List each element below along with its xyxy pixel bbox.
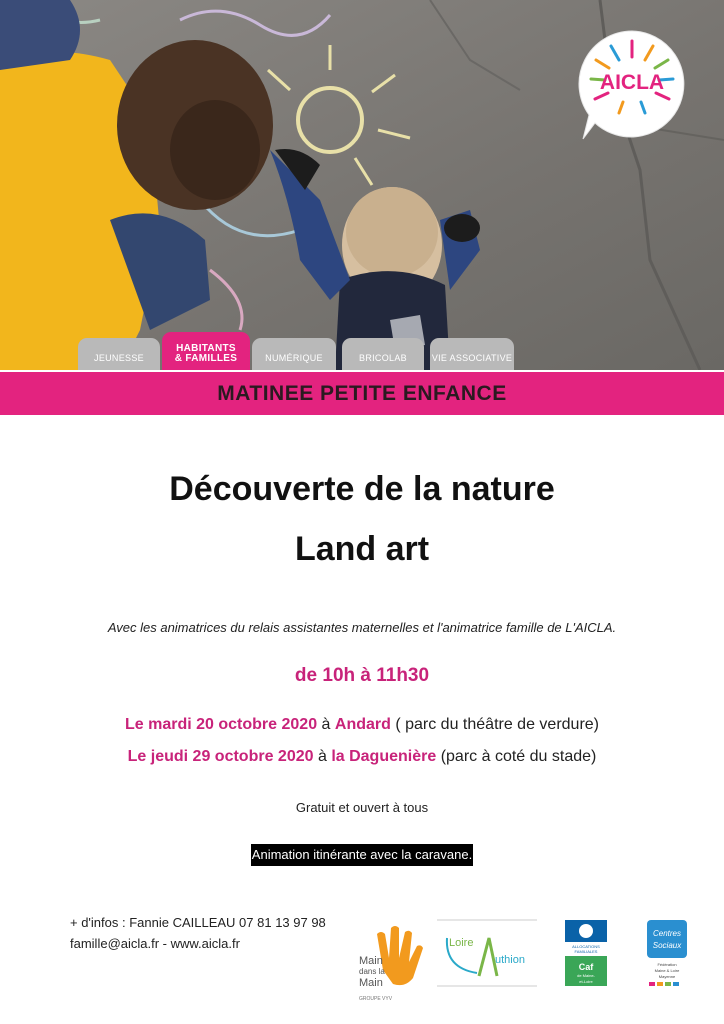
svg-text:uthion: uthion <box>495 954 525 966</box>
headline-line2: Land art <box>294 530 430 568</box>
aicla-logo <box>575 27 689 141</box>
event-2-date: Le jeudi 29 octobre 2020 <box>127 748 314 765</box>
centres-sociaux-logo <box>645 920 689 990</box>
headline-line1: Découverte de la nature <box>169 470 555 508</box>
contact-phone: + d'infos : Fannie CAILLEAU 07 81 13 97 98 <box>70 915 326 930</box>
svg-text:Caf: Caf <box>578 962 594 972</box>
svg-text:et-Loire: et-Loire <box>579 979 593 984</box>
svg-text:Maine & Loire: Maine & Loire <box>654 968 680 973</box>
tab-bricolab-label: BRICOLAB <box>359 353 407 363</box>
event-2-sep: à <box>313 748 332 765</box>
svg-text:Main: Main <box>359 955 383 967</box>
svg-text:Loire: Loire <box>449 937 474 949</box>
free-admission: Gratuit et ouvert à tous <box>295 800 429 815</box>
contact-web: famille@aicla.fr - www.aicla.fr <box>70 936 240 951</box>
tab-vie-associative-label: VIE ASSOCIATIVE <box>431 353 513 363</box>
tab-habitants-familles[interactable] <box>162 332 250 370</box>
tab-jeunesse[interactable] <box>78 338 160 370</box>
banner-title: MATINEE PETITE ENFANCE <box>217 382 507 405</box>
subtitle: Avec les animatrices du relais assistantes maternelles et l'animatrice famille de L'AICLA. <box>107 620 617 635</box>
tab-jeunesse-label: JEUNESSE <box>94 353 144 363</box>
event-1-date: Le mardi 20 octobre 2020 <box>125 716 318 733</box>
svg-text:Main: Main <box>359 977 383 989</box>
event-time: de 10h à 11h30 <box>294 665 430 686</box>
caf-logo <box>563 918 609 988</box>
event-line-2 <box>0 748 724 766</box>
event-1-detail: ( parc du théâtre de verdure) <box>390 716 599 733</box>
svg-text:Fédération: Fédération <box>657 962 677 967</box>
loire-authion-logo <box>437 918 537 988</box>
tab-numerique-label: NUMÉRIQUE <box>265 353 323 363</box>
tab-bricolab[interactable] <box>342 338 424 370</box>
tab-numerique[interactable] <box>252 338 336 370</box>
tab-vie-associative[interactable] <box>430 338 514 370</box>
main-dans-la-main-logo <box>355 920 427 1004</box>
caravan-note: Animation itinérante avec la caravane. <box>251 844 473 866</box>
svg-text:Sociaux: Sociaux <box>652 941 682 950</box>
svg-text:ALLOCATIONS: ALLOCATIONS <box>572 944 600 949</box>
tab-habitants-familles-label: HABITANTS & FAMILLES <box>174 343 238 364</box>
category-tabs <box>0 336 724 372</box>
svg-text:GROUPE VYV: GROUPE VYV <box>359 996 393 1002</box>
svg-text:de Maine-: de Maine- <box>577 973 595 978</box>
event-2-place: la Daguenière <box>331 748 437 765</box>
event-line-1 <box>0 716 724 734</box>
svg-text:dans la: dans la <box>359 967 385 976</box>
aicla-logo-text: AICLA <box>599 71 665 94</box>
event-1-sep: à <box>317 716 335 733</box>
svg-text:Mayenne: Mayenne <box>658 974 676 979</box>
svg-text:Centres: Centres <box>652 929 682 938</box>
event-2-detail: (parc à coté du stade) <box>436 748 597 765</box>
event-1-place: Andard <box>334 716 391 733</box>
svg-text:FAMILIALES: FAMILIALES <box>574 949 598 954</box>
